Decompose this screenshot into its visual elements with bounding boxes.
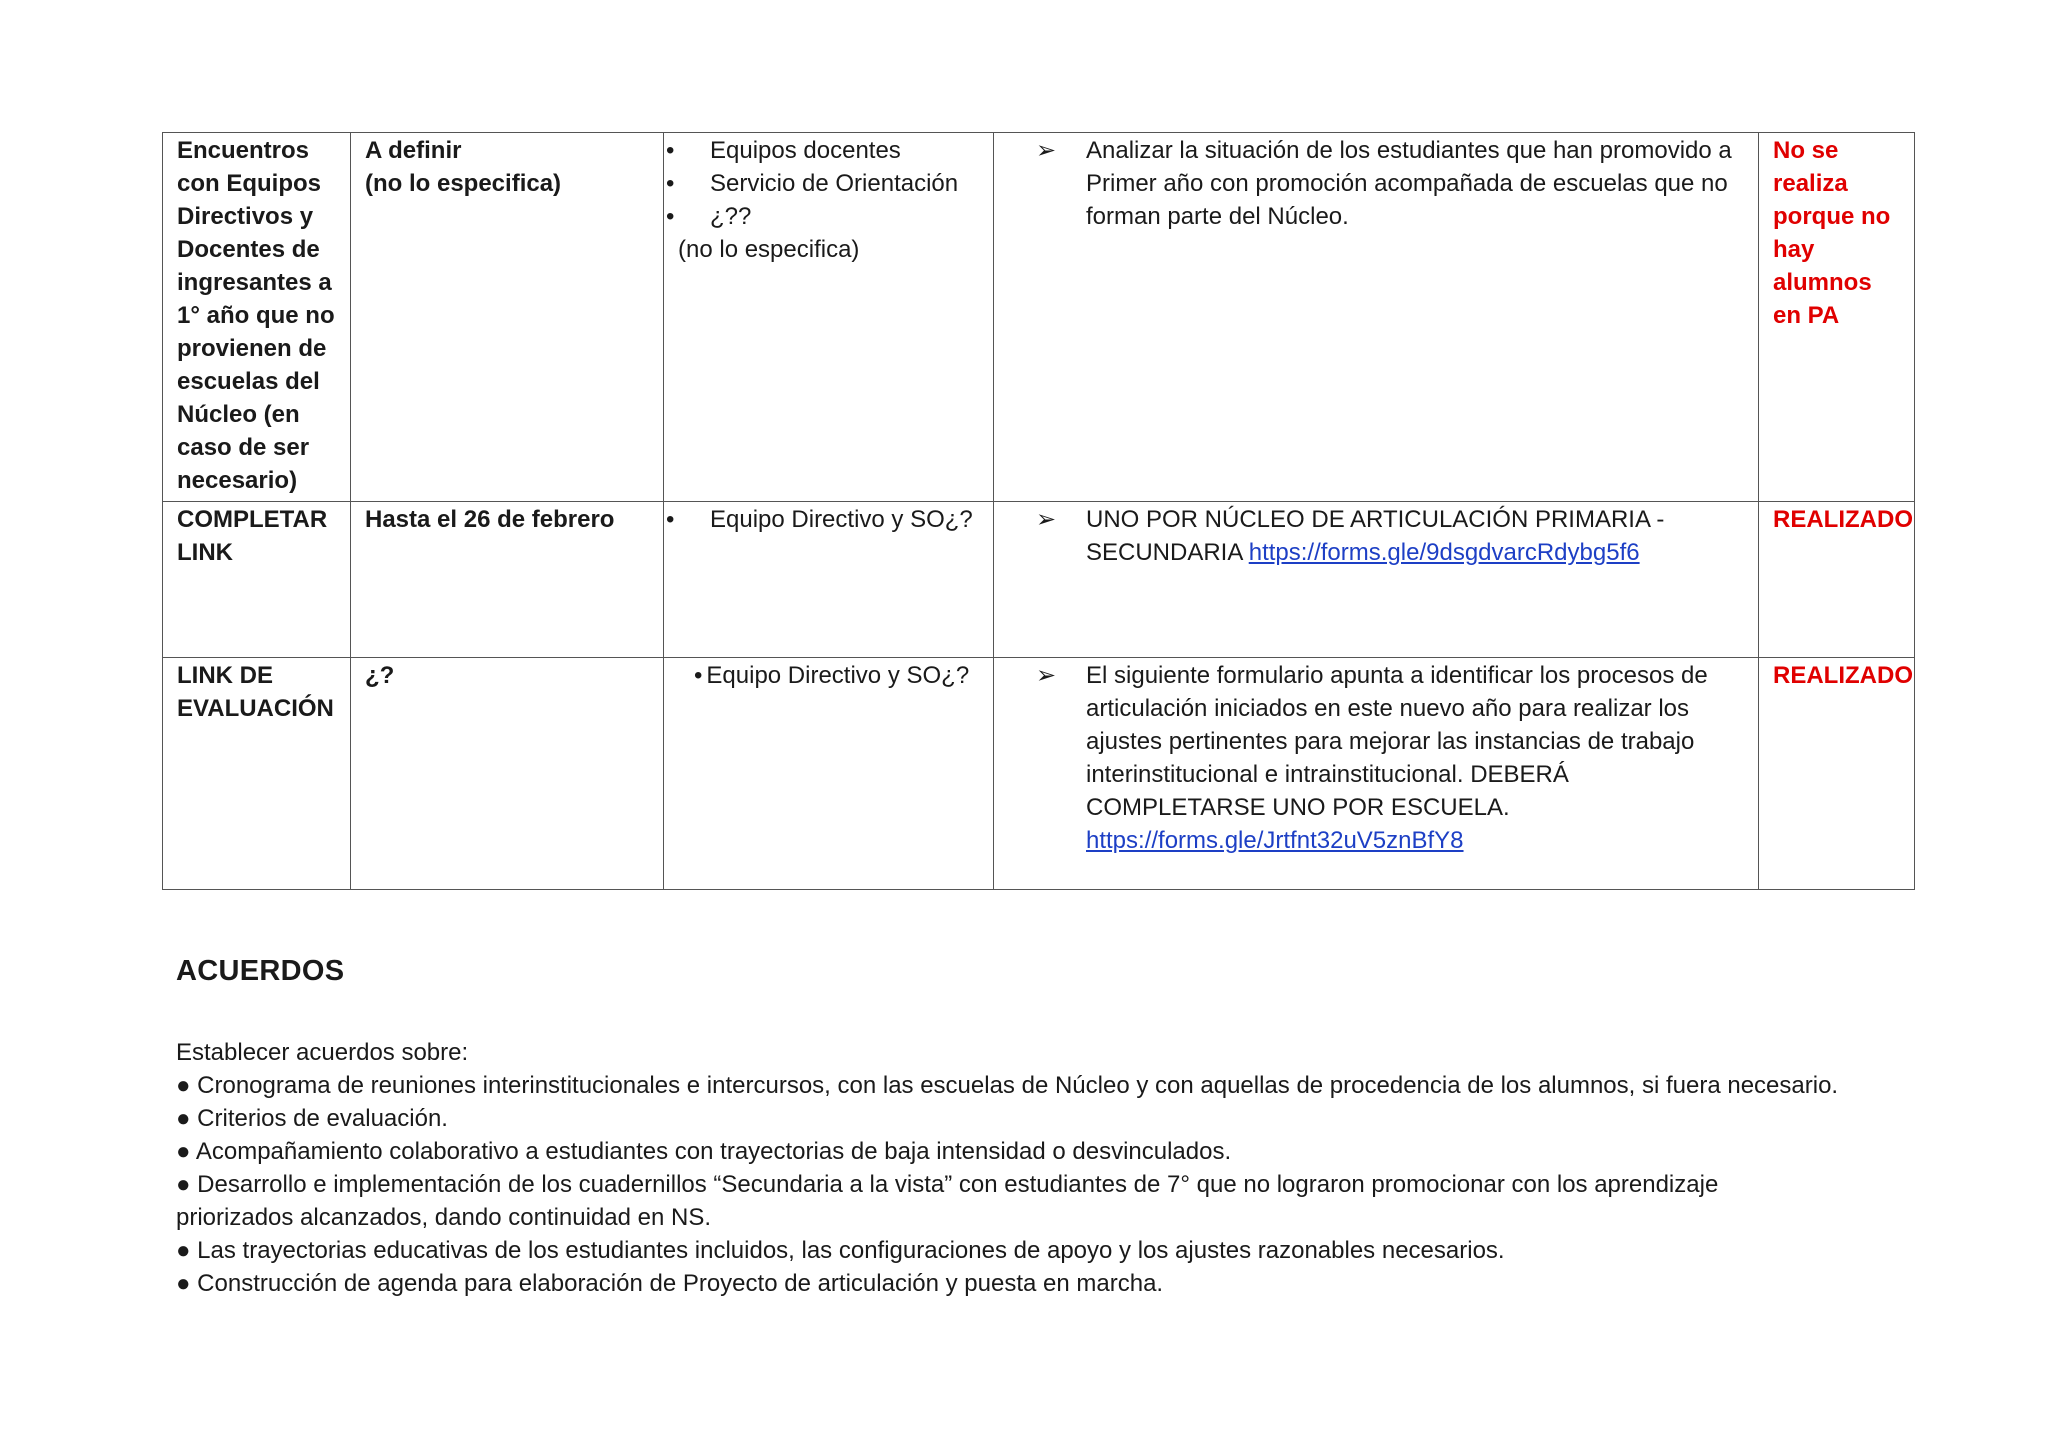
activity-cell	[163, 502, 351, 658]
status-cell	[1759, 502, 1915, 658]
date-cell	[351, 502, 664, 658]
participants-list	[666, 134, 981, 233]
description-cell	[994, 133, 1759, 502]
participants-cell	[664, 658, 994, 890]
table-row	[163, 502, 1915, 658]
list-item: ● Desarrollo e implementación de los cuadernillos “Secundaria a la vista” con estudiantes de 7° que no lograron promocionar con los aprendizaje priorizados alcanzados, dando continuidad en NS.	[176, 1171, 1719, 1231]
description-cell	[994, 658, 1759, 890]
activity-text: LINK DE EVALUACIÓN	[177, 662, 334, 722]
activity-text: COMPLETAR LINK	[177, 506, 328, 566]
date-cell	[351, 133, 664, 502]
date-text: A definir	[365, 137, 462, 164]
description-text: UNO POR NÚCLEO DE ARTICULACIÓN PRIMARIA - SECUNDARIA	[1086, 506, 1665, 566]
form-link[interactable]: https://forms.gle/9dsgdvarcRdybg5f6	[1248, 539, 1640, 566]
list-item: • Equipo Directivo y SO¿?	[666, 503, 981, 536]
date-cell	[351, 658, 664, 890]
status-cell	[1759, 133, 1915, 502]
list-item: • ¿??	[666, 200, 981, 233]
arrow-bullet-icon: ➢	[1036, 506, 1057, 533]
arrow-bullet-icon: ➢	[1036, 137, 1057, 164]
table-row	[163, 658, 1915, 890]
list-item: • Equipos docentes	[666, 134, 981, 167]
list-item: ● Construcción de agenda para elaboración de Proyecto de articulación y puesta en marcha.	[176, 1270, 1164, 1297]
description-cell	[994, 502, 1759, 658]
section-title: ACUERDOS	[176, 955, 345, 987]
list-item: ● Acompañamiento colaborativo a estudiantes con trayectorias de baja intensidad o desvinculados.	[176, 1138, 1232, 1165]
status-cell	[1759, 658, 1915, 890]
date-text: Hasta el 26 de febrero	[365, 506, 615, 533]
participants-list	[666, 503, 981, 536]
activity-cell	[163, 133, 351, 502]
participants-cell	[664, 133, 994, 502]
bullet-icon: •	[694, 662, 703, 689]
arrow-bullet-icon: ➢	[1036, 662, 1057, 689]
status-badge: No se realiza porque no hay alumnos en PA	[1773, 137, 1891, 329]
acuerdos-intro: Establecer acuerdos sobre:	[176, 1039, 469, 1066]
table-row	[163, 133, 1915, 502]
description-item	[996, 503, 1746, 569]
list-item: ● Las trayectorias educativas de los estudiantes incluidos, las configuraciones de apoyo y los ajustes razonables necesarios.	[176, 1237, 1505, 1264]
acuerdos-list	[176, 1036, 1936, 1300]
date-note: (no lo especifica)	[365, 170, 562, 197]
list-item: ● Cronograma de reuniones interinstitucionales e intercursos, con las escuelas de Núcleo y con aquellas de procedencia de los alumnos, si fuera necesario.	[176, 1072, 1839, 1099]
participants-note: (no lo especifica)	[678, 236, 860, 263]
list-item: ● Criterios de evaluación.	[176, 1105, 448, 1132]
description-item	[996, 659, 1746, 857]
activity-cell	[163, 658, 351, 890]
date-text: ¿?	[365, 662, 395, 689]
description-item	[996, 134, 1746, 233]
status-badge: REALIZADO	[1773, 662, 1913, 689]
activities-table	[162, 132, 1915, 890]
activity-text: Encuentros con Equipos Directivos y Docentes de ingresantes a 1° año que no provienen de escuelas del Núcleo (en caso de ser necesario)	[177, 137, 335, 494]
participants-list	[678, 659, 981, 692]
description-text: El siguiente formulario apunta a identificar los procesos de articulación iniciados en este nuevo año para realizar los ajustes pertinentes para mejorar las instancias de trabajo interinstitucional e intrainstitucional. DEBERÁ COMPLETARSE UNO POR ESCUELA.	[1086, 662, 1708, 821]
participants-cell	[664, 502, 994, 658]
description-text: Analizar la situación de los estudiantes que han promovido a Primer año con promoción acompañada de escuelas que no forman parte del Núcleo.	[1086, 137, 1732, 230]
form-link[interactable]: https://forms.gle/Jrtfnt32uV5znBfY8	[1086, 827, 1464, 854]
status-badge: REALIZADO	[1773, 506, 1913, 533]
list-item: Equipo Directivo y SO¿?	[706, 662, 970, 689]
list-item: • Servicio de Orientación	[666, 167, 981, 200]
